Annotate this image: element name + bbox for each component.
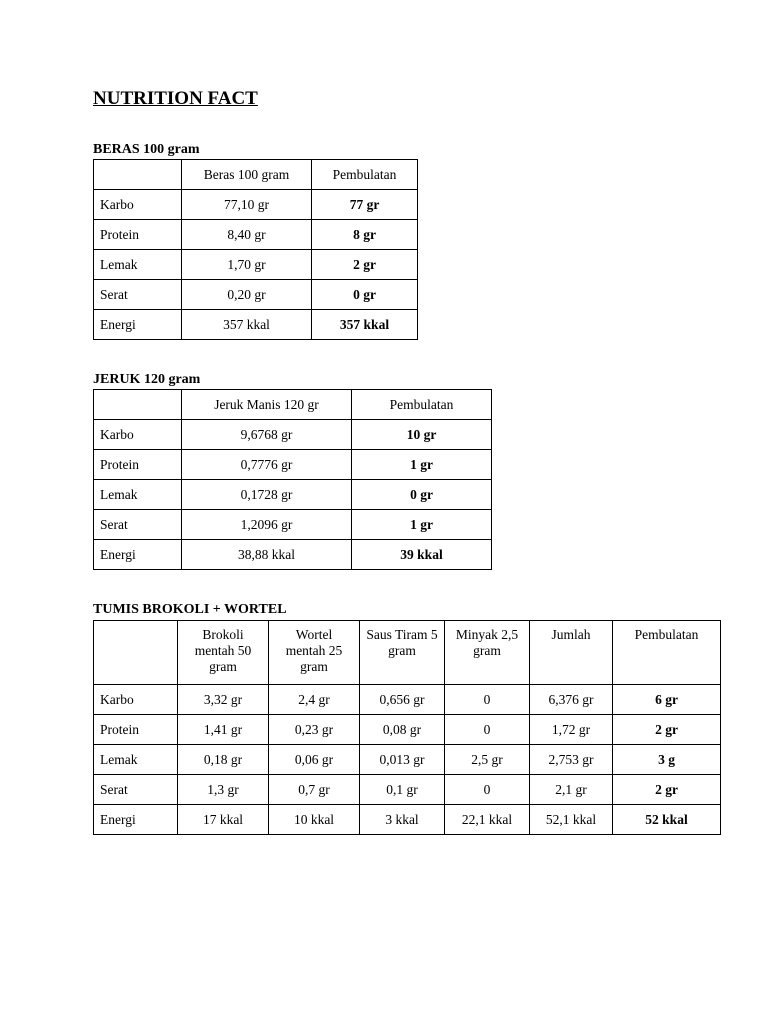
rounded-cell: 357 kkal — [312, 310, 418, 340]
table-cell: 0,1 gr — [360, 775, 445, 805]
table-row — [94, 280, 418, 310]
tumis-heading: TUMIS BROKOLI + WORTEL — [93, 602, 287, 617]
tumis-table — [93, 620, 721, 835]
table-row — [94, 250, 418, 280]
header-cell: Saus Tiram 5 gram — [360, 621, 445, 685]
rounded-cell: 0 gr — [352, 480, 492, 510]
table-cell: 0,06 gr — [269, 745, 360, 775]
table-cell: 22,1 kkal — [445, 805, 530, 835]
table-cell: 17 kkal — [178, 805, 269, 835]
table-header-row — [94, 160, 418, 190]
rounded-cell: 1 gr — [352, 510, 492, 540]
table-cell: 0 — [445, 685, 530, 715]
rounded-cell: 2 gr — [613, 775, 721, 805]
table-cell: 1,41 gr — [178, 715, 269, 745]
rounded-cell: 8 gr — [312, 220, 418, 250]
table-cell: 1,72 gr — [530, 715, 613, 745]
beras-table — [93, 159, 418, 340]
table-row — [94, 540, 492, 570]
table-cell: 3,32 gr — [178, 685, 269, 715]
nutrient-label: Protein — [94, 715, 178, 745]
rounded-cell: 52 kkal — [613, 805, 721, 835]
rounded-cell: 2 gr — [613, 715, 721, 745]
table-cell: 0 — [445, 775, 530, 805]
table-header-row — [94, 390, 492, 420]
table-cell: 1,2096 gr — [182, 510, 352, 540]
table-cell: 2,5 gr — [445, 745, 530, 775]
header-cell — [94, 621, 178, 685]
table-header-row — [94, 621, 721, 685]
nutrient-label: Protein — [94, 450, 182, 480]
table-row — [94, 190, 418, 220]
header-cell: Minyak 2,5 gram — [445, 621, 530, 685]
document-title: NUTRITION FACT — [93, 88, 258, 109]
table-cell: 10 kkal — [269, 805, 360, 835]
beras-heading: BERAS 100 gram — [93, 142, 200, 157]
table-cell: 52,1 kkal — [530, 805, 613, 835]
jeruk-table — [93, 389, 492, 570]
nutrient-label: Karbo — [94, 685, 178, 715]
table-row — [94, 220, 418, 250]
table-cell: 0,23 gr — [269, 715, 360, 745]
table-cell: 0,7 gr — [269, 775, 360, 805]
rounded-cell: 10 gr — [352, 420, 492, 450]
header-cell: Brokoli mentah 50 gram — [178, 621, 269, 685]
table-cell: 2,4 gr — [269, 685, 360, 715]
table-row — [94, 745, 721, 775]
nutrient-label: Serat — [94, 510, 182, 540]
table-row — [94, 420, 492, 450]
table-row — [94, 510, 492, 540]
header-cell: Jumlah — [530, 621, 613, 685]
nutrient-label: Lemak — [94, 745, 178, 775]
table-row — [94, 480, 492, 510]
nutrient-label: Energi — [94, 310, 182, 340]
header-cell — [94, 160, 182, 190]
table-row — [94, 310, 418, 340]
table-cell: 3 kkal — [360, 805, 445, 835]
table-cell: 6,376 gr — [530, 685, 613, 715]
rounded-cell: 6 gr — [613, 685, 721, 715]
table-cell: 2,753 gr — [530, 745, 613, 775]
nutrient-label: Serat — [94, 775, 178, 805]
nutrient-label: Energi — [94, 540, 182, 570]
header-cell: Beras 100 gram — [182, 160, 312, 190]
rounded-cell: 3 g — [613, 745, 721, 775]
nutrient-label: Lemak — [94, 480, 182, 510]
rounded-cell: 1 gr — [352, 450, 492, 480]
table-cell: 0,7776 gr — [182, 450, 352, 480]
header-cell: Pembulatan — [352, 390, 492, 420]
table-row — [94, 685, 721, 715]
table-cell: 8,40 gr — [182, 220, 312, 250]
table-cell: 1,70 gr — [182, 250, 312, 280]
table-cell: 0,20 gr — [182, 280, 312, 310]
table-cell: 0 — [445, 715, 530, 745]
header-cell: Pembulatan — [312, 160, 418, 190]
jeruk-heading: JERUK 120 gram — [93, 372, 201, 387]
nutrient-label: Energi — [94, 805, 178, 835]
header-cell: Wortel mentah 25 gram — [269, 621, 360, 685]
table-cell: 9,6768 gr — [182, 420, 352, 450]
table-row — [94, 775, 721, 805]
rounded-cell: 0 gr — [312, 280, 418, 310]
nutrient-label: Lemak — [94, 250, 182, 280]
table-row — [94, 805, 721, 835]
table-cell: 0,656 gr — [360, 685, 445, 715]
table-row — [94, 450, 492, 480]
nutrient-label: Serat — [94, 280, 182, 310]
header-cell: Jeruk Manis 120 gr — [182, 390, 352, 420]
rounded-cell: 2 gr — [312, 250, 418, 280]
rounded-cell: 77 gr — [312, 190, 418, 220]
table-row — [94, 715, 721, 745]
header-cell: Pembulatan — [613, 621, 721, 685]
table-cell: 77,10 gr — [182, 190, 312, 220]
table-cell: 0,18 gr — [178, 745, 269, 775]
table-cell: 0,1728 gr — [182, 480, 352, 510]
nutrient-label: Karbo — [94, 420, 182, 450]
table-cell: 0,013 gr — [360, 745, 445, 775]
table-cell: 1,3 gr — [178, 775, 269, 805]
nutrient-label: Protein — [94, 220, 182, 250]
header-cell — [94, 390, 182, 420]
table-cell: 38,88 kkal — [182, 540, 352, 570]
table-cell: 357 kkal — [182, 310, 312, 340]
nutrient-label: Karbo — [94, 190, 182, 220]
table-cell: 0,08 gr — [360, 715, 445, 745]
rounded-cell: 39 kkal — [352, 540, 492, 570]
table-cell: 2,1 gr — [530, 775, 613, 805]
